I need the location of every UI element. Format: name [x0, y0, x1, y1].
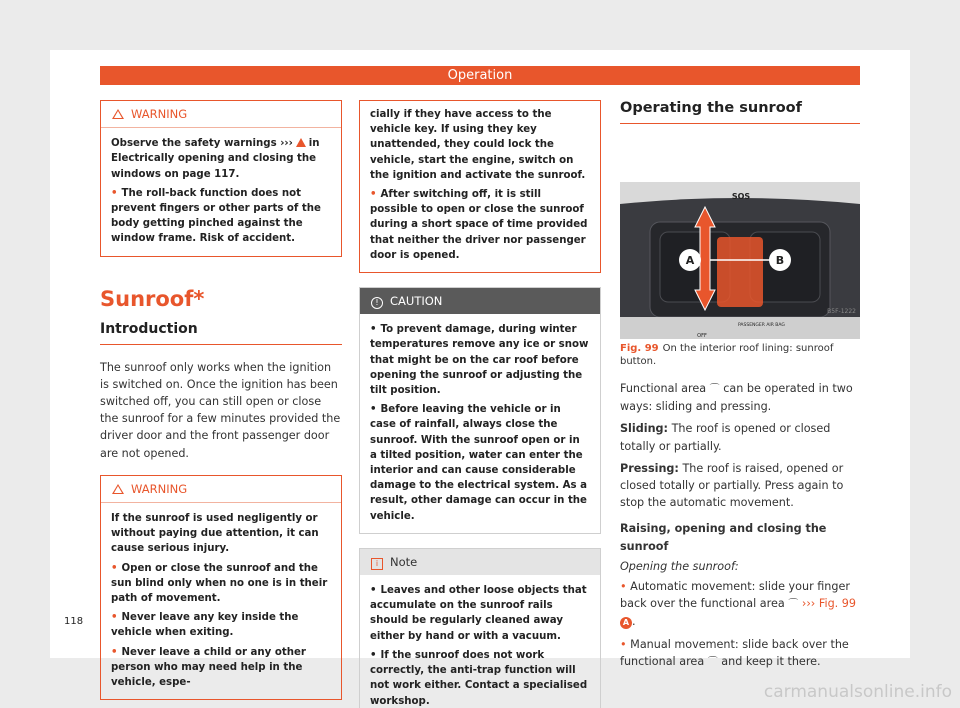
warning-box-windows	[100, 100, 342, 257]
caution-item: • Before leaving the vehicle or in case of rainfall, always close the sunroof. With the sunroof open or in a tilted position, water can enter the interior and can cause considerable damage to the electrical system. As a result, other damage can occur in the vehicle.	[370, 404, 588, 522]
figure-reference-link[interactable]: ››› Fig. 99	[801, 597, 857, 611]
bullet-icon: •	[370, 189, 377, 201]
operating-title: Operating the sunroof	[620, 100, 860, 124]
bullet-icon: •	[370, 324, 377, 336]
bullet-icon: •	[111, 612, 118, 624]
sunroof-symbol-icon: ⌒	[707, 656, 718, 668]
caution-item: • To prevent damage, during winter temperatures remove any ice or snow that might be on the car roof before opening the sunroof or adjusting the tilt position.	[370, 324, 589, 397]
label-a: A	[685, 254, 695, 267]
note-item: • If the sunroof does not work correctly, the anti-trap function will not work either. Contact a specialised workshop.	[370, 649, 588, 707]
warning-heading: WARNING	[101, 101, 341, 128]
sunroof-symbol-icon: ⌒	[709, 384, 720, 395]
bullet-icon: •	[620, 580, 627, 594]
column-left	[100, 100, 342, 700]
intro-paragraph: The sunroof only works when the ignition is switched on. Once the ignition has been switched off, you can still open or close the sunroof for a few minutes provided the driver door and the front passenger door are not opened.	[100, 360, 341, 460]
info-circle-icon: !	[371, 297, 383, 309]
callout-a-icon: A	[620, 617, 632, 629]
sunroof-button-figure	[620, 182, 860, 339]
operating-body	[620, 380, 860, 671]
watermark: carmanualsonline.info	[763, 682, 952, 702]
figure-code: B5F-1222	[827, 308, 856, 315]
warning-intro: Observe the safety warnings ››› in Electrically opening and closing the windows on page 117.	[111, 138, 320, 180]
section-title: Sunroof*	[100, 286, 205, 311]
sos-label: SOS	[731, 192, 751, 201]
column-right	[620, 100, 860, 668]
off-label: OFF	[697, 333, 707, 339]
bullet-icon: •	[370, 404, 377, 416]
chapter-header: Operation	[100, 66, 860, 85]
note-heading: i Note	[360, 549, 600, 575]
warning-item: • After switching off, it is still possible to open or close the sunroof during a short space of time provided that neither the driver nor passenger door is opened.	[370, 189, 588, 261]
bullet-icon: •	[111, 562, 118, 574]
note-item: • Leaves and other loose objects that accumulate on the sunroof rails should be regularly cleaned away either by hand or with a vacuum.	[370, 585, 587, 642]
info-square-icon: i	[371, 558, 383, 570]
figure-caption: Fig. 99 On the interior roof lining: sunroof button.	[620, 343, 834, 367]
warning-item: • Open or close the sunroof and the sun blind only when no one is in their path of movement.	[111, 562, 328, 605]
warning-box-continued	[359, 100, 601, 273]
bullet-icon: •	[111, 187, 118, 199]
warning-item: • The roll-back function does not prevent fingers or other parts of the body getting pinched against the window frame. Risk of accident.	[111, 187, 321, 245]
column-middle	[359, 100, 601, 708]
functional-area-paragraph: Functional area ⌒ can be operated in two ways: sliding and pressing.	[620, 382, 853, 414]
warning-item: • Never leave a child or any other person who may need help in the vehicle, espe-	[111, 646, 306, 689]
automatic-movement-item: • Automatic movement: slide your finger back over the functional area ⌒ ››› Fig. 99 A .	[620, 580, 857, 629]
warning-triangle-icon	[112, 109, 124, 119]
warning-triangle-icon	[296, 138, 306, 147]
pressing-paragraph: Pressing: The roof is raised, opened or closed totally or partially. Press again to stop the automatic movement.	[620, 461, 844, 510]
warning-continuation: cially if they have access to the vehicle key. If using they key unattended, they could lock the vehicle, start the engine, switch on the ignition and activate the sunroof.	[370, 109, 586, 181]
caution-box	[359, 287, 601, 534]
note-box	[359, 548, 601, 708]
warning-item: • Never leave any key inside the vehicle when exiting.	[111, 612, 299, 639]
sunroof-symbol-icon: ⌒	[788, 599, 799, 611]
opening-label: Opening the sunroof:	[620, 559, 739, 573]
bullet-icon: •	[620, 637, 627, 651]
bullet-icon: •	[111, 646, 118, 658]
sunroof-panel-illustration	[620, 182, 860, 339]
manual-movement-item: • Manual movement: slide back over the functional area ⌒ and keep it there.	[620, 637, 849, 668]
label-b: B	[775, 254, 785, 267]
page-number: 118	[64, 616, 84, 627]
warning-heading: WARNING	[101, 476, 341, 503]
sliding-paragraph: Sliding: The roof is opened or closed totally or partially.	[620, 422, 831, 453]
subsection-title: Introduction	[100, 321, 342, 345]
warning-box-sunroof	[100, 475, 342, 700]
warning-triangle-icon	[112, 484, 124, 494]
airbag-label: PASSENGER AIR BAG	[738, 323, 785, 328]
bullet-icon: •	[370, 649, 377, 661]
raising-subheading: Raising, opening and closing the sunroof	[620, 522, 827, 553]
caution-heading: ! CAUTION	[360, 288, 600, 314]
warning-intro: If the sunroof is used negligently or without paying due attention, it can cause serious injury.	[111, 513, 319, 555]
bullet-icon: •	[370, 585, 377, 597]
